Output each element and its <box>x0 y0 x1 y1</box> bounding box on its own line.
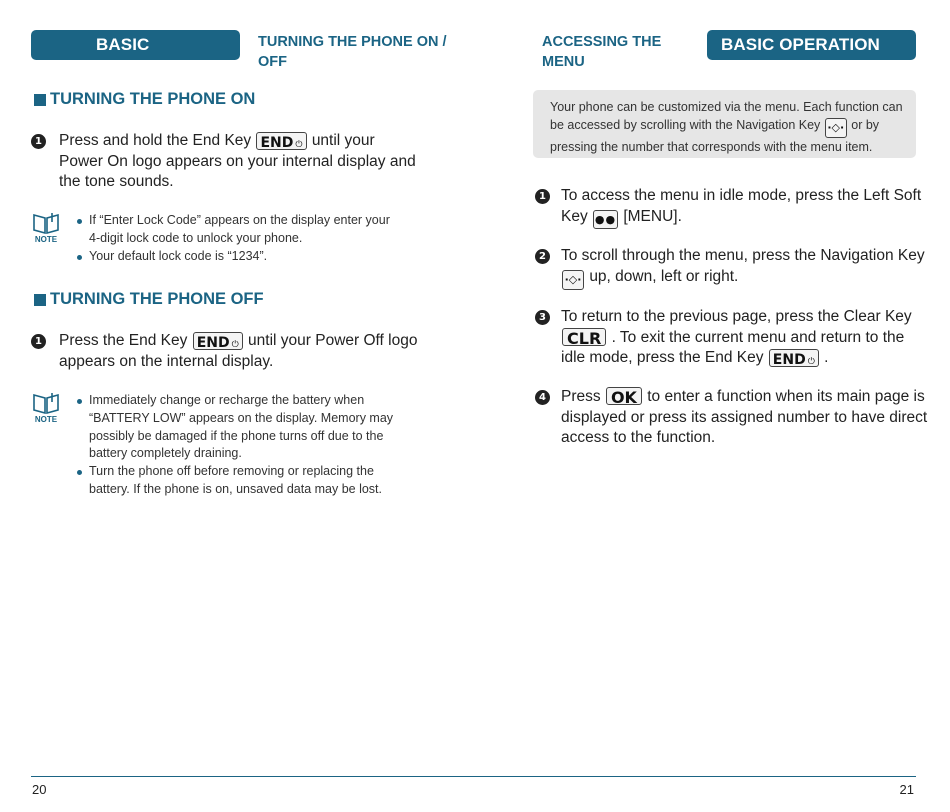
step-text-a: To access the menu in idle mode, press the Left Soft Key <box>561 187 922 225</box>
note-list <box>76 212 396 265</box>
intro-text-b: or by pressing the number that corresponds with the menu item. <box>550 118 880 154</box>
heading-phone-on <box>34 90 255 109</box>
step-text-b: [MENU]. <box>623 207 682 225</box>
step-text-b: . To exit the current menu and return to the idle mode, press the End Key <box>561 328 905 366</box>
note-icon <box>31 392 61 499</box>
menu-step-4 <box>535 387 935 449</box>
note-item: If “Enter Lock Code” appears on the display enter your 4-digit lock code to unlock your phone. <box>76 212 396 248</box>
step-number: 2 <box>535 249 550 264</box>
note-item: Immediately change or recharge the battery when “BATTERY LOW” appears on the display. Memory may possibly be damaged if the phone turns off due to the battery completely draining. <box>76 392 396 463</box>
step-text-c: . <box>824 349 829 366</box>
step-phone-off <box>31 331 421 372</box>
section-tag-right: BASIC OPERATION <box>707 30 916 60</box>
end-key-icon <box>193 332 243 350</box>
menu-step-2 <box>535 246 935 290</box>
page-number-left: 20 <box>32 782 47 797</box>
heading-phone-off-text: TURNING THE PHONE OFF <box>50 290 264 308</box>
step-phone-on <box>31 131 421 193</box>
step-text-a: To return to the previous page, press the Clear Key <box>561 308 912 325</box>
square-bullet-icon <box>34 94 46 106</box>
running-head-left: TURNING THE PHONE ON / OFF <box>258 34 447 70</box>
power-symbol: ⏻ <box>231 340 239 350</box>
step-text <box>561 186 931 229</box>
navigation-key-icon: ·◇· <box>825 118 847 138</box>
square-bullet-icon <box>34 294 46 306</box>
note-phone-off <box>31 392 411 499</box>
step-text <box>59 131 419 193</box>
step-text <box>561 307 931 369</box>
step-text-b: to enter a function when its main page is displayed or press its assigned number to have direct access to the function. <box>561 388 928 446</box>
step-number: 1 <box>535 189 550 204</box>
step-text-b: until your Power Off logo appears on the internal display. <box>59 332 418 370</box>
footer-rule <box>31 776 475 777</box>
note-list <box>76 392 396 499</box>
end-key-icon <box>769 349 819 367</box>
note-icon <box>31 212 61 265</box>
step-text-b: up, down, left or right. <box>589 267 739 285</box>
book-icon <box>32 212 60 234</box>
running-head-right: ACCESSING THE MENU <box>542 34 662 70</box>
left-soft-key-icon: ●● <box>593 210 618 229</box>
note-item: Turn the phone off before removing or replacing the battery. If the phone is on, unsaved data may be lost. <box>76 463 396 499</box>
page-number-right: 21 <box>899 782 914 797</box>
end-key-icon <box>256 132 306 150</box>
right-page <box>475 0 950 812</box>
end-key-label: END <box>772 352 806 368</box>
power-symbol: ⏻ <box>295 140 303 150</box>
end-key-label: END <box>260 135 294 151</box>
note-label: NOTE <box>34 415 58 424</box>
note-phone-on <box>31 212 411 265</box>
heading-phone-off <box>34 290 264 309</box>
step-text-a: Press <box>561 388 601 405</box>
step-number: 3 <box>535 310 550 325</box>
note-item: Your default lock code is “1234”. <box>76 248 396 266</box>
book-icon <box>32 392 60 414</box>
step-text <box>561 387 931 449</box>
note-label: NOTE <box>34 235 58 244</box>
menu-step-1 <box>535 186 935 229</box>
heading-phone-on-text: TURNING THE PHONE ON <box>50 90 256 108</box>
step-text <box>59 331 419 372</box>
step-text-a: To scroll through the menu, press the Navigation Key <box>561 247 925 264</box>
step-text-b: until your Power On logo appears on your internal display and the tone sounds. <box>59 132 416 190</box>
clear-key-icon: CLR <box>562 328 606 346</box>
ok-key-icon: OK <box>606 387 642 405</box>
step-text <box>561 246 931 290</box>
intro-box <box>533 90 916 158</box>
footer-rule <box>475 776 916 777</box>
step-number: 4 <box>535 390 550 405</box>
intro-text-a: Your phone can be customized via the menu. Each function can be accessed by scrolling with the Navigation Key <box>550 100 903 132</box>
step-text-a: Press the End Key <box>59 332 188 349</box>
step-number: 1 <box>31 334 46 349</box>
step-number: 1 <box>31 134 46 149</box>
navigation-key-icon: ·◇· <box>562 270 584 290</box>
menu-step-3 <box>535 307 935 369</box>
section-tag-left: BASIC OPERATION <box>31 30 240 60</box>
power-symbol: ⏻ <box>807 357 815 367</box>
step-text-a: Press and hold the End Key <box>59 132 252 149</box>
end-key-label: END <box>196 335 230 351</box>
